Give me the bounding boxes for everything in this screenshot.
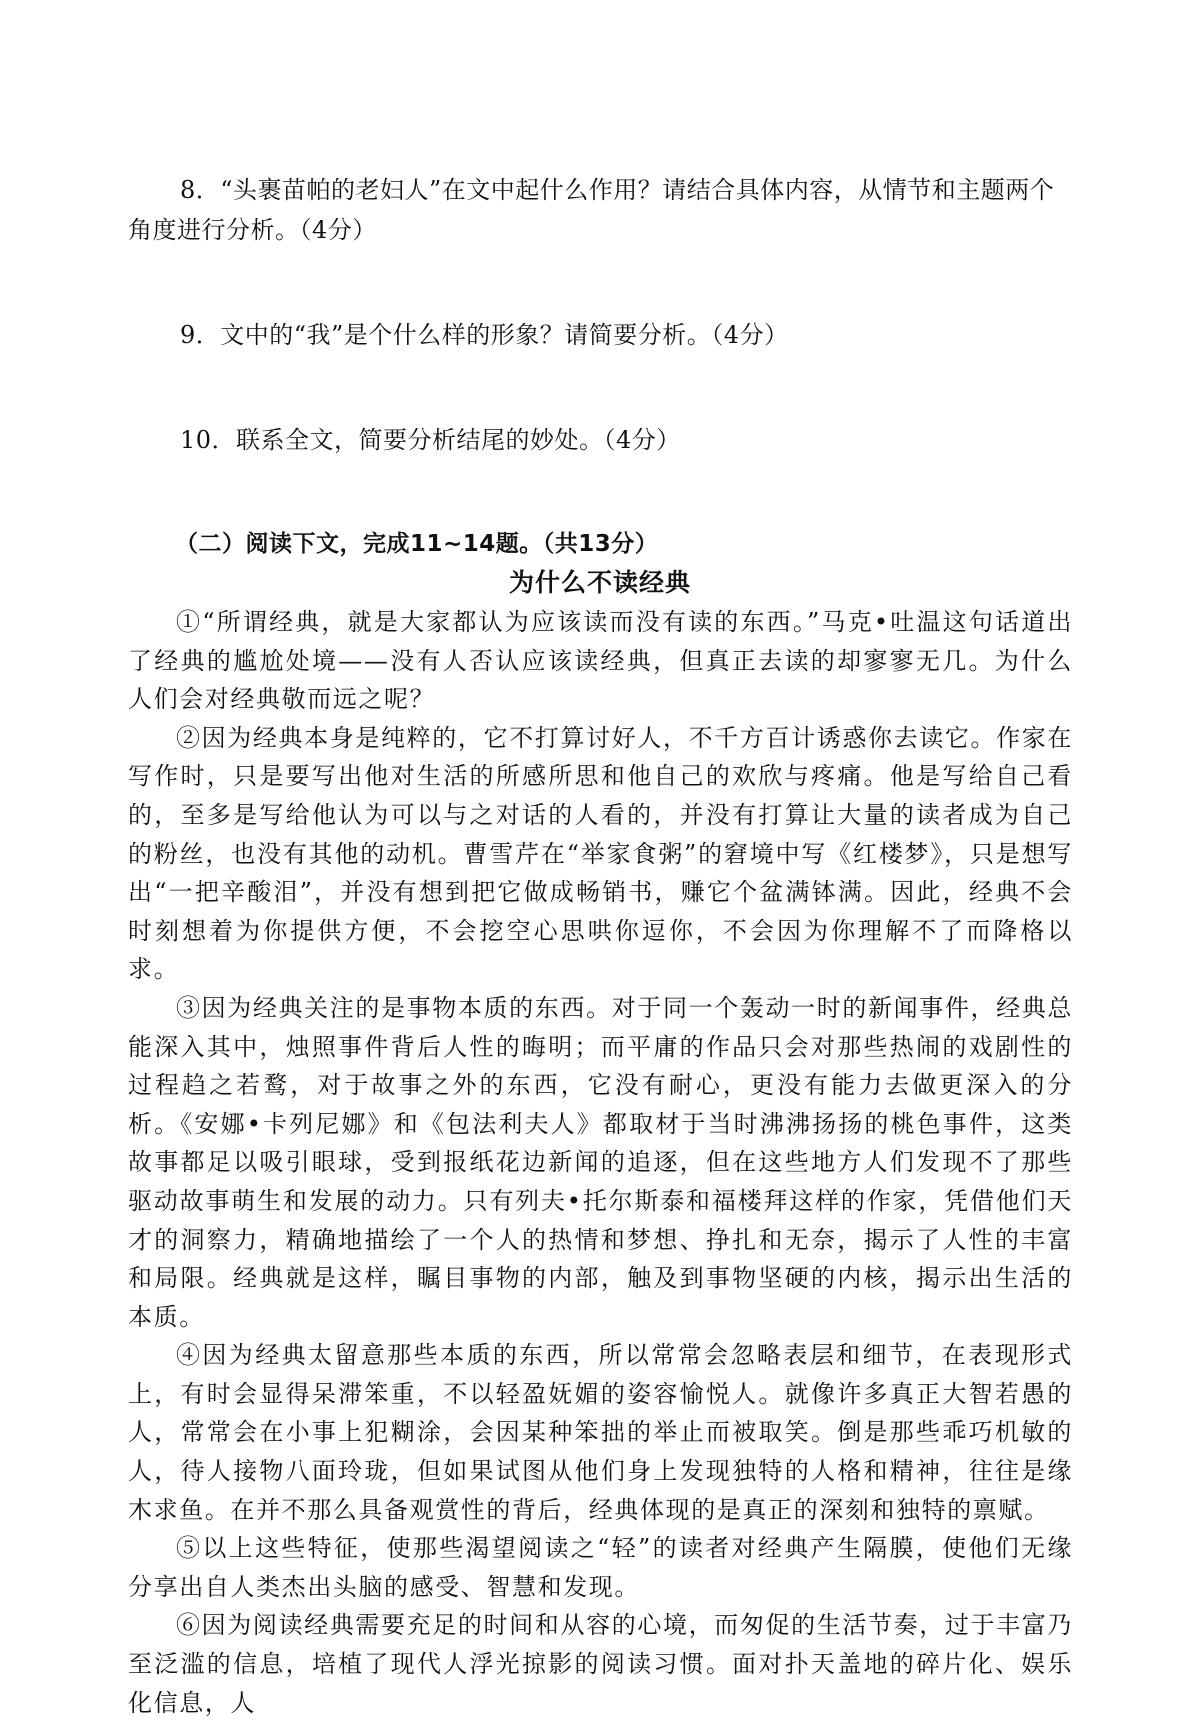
article-body bbox=[128, 603, 1073, 1722]
question-10-text: 10．联系全文，简要分析结尾的妙处。（4分） bbox=[180, 426, 681, 454]
question-9 bbox=[180, 315, 1080, 355]
question-9-text: 9．文中的“我”是个什么样的形象？请简要分析。（4分） bbox=[180, 321, 789, 349]
paragraph-1: ①“所谓经典，就是大家都认为应该读而没有读的东西。”马克•吐温这句话道出了经典的尴尬处境——没有人否认应该读经典，但真正去读的却寥寥无几。为什么人们会对经典敬而远之呢？ bbox=[128, 608, 1073, 714]
paragraph-4: ④因为经典太留意那些本质的东西，所以常常会忽略表层和细节，在表现形式上，有时会显得呆滞笨重，不以轻盈妩媚的姿容愉悦人。就像许多真正大智若愚的人，常常会在小事上犯糊涂，会因某种笨拙的举止而被取笑。倒是那些乖巧机敏的人，待人接物八面玲珑，但如果试图从他们身上发现独特的人格和精神，往往是缘木求鱼。在并不那么具备观赏性的背后，经典体现的是真正的深刻和独特的禀赋。 bbox=[128, 1341, 1073, 1524]
question-8-text: 8．“头裹苗帕的老妇人”在文中起什么作用？请结合具体内容，从情节和主题两个角度进行分析。（4分） bbox=[128, 176, 1055, 244]
question-10 bbox=[180, 420, 1080, 460]
paragraph-5: ⑤以上这些特征，使那些渴望阅读之“轻”的读者对经典产生隔膜，使他们无缘分享出自人类杰出头脑的感受、智慧和发现。 bbox=[128, 1534, 1073, 1601]
section-heading: （二）阅读下文，完成11~14题。（共13分） bbox=[175, 531, 659, 557]
paragraph-2: ②因为经典本身是纯粹的，它不打算讨好人，不千方百计诱惑你去读它。作家在写作时，只是要写出他对生活的所感所思和他自己的欢欣与疼痛。他是写给自己看的，至多是写给他认为可以与之对话的人看的，并没有打算让大量的读者成为自己的粉丝，也没有其他的动机。曹雪芹在“举家食粥”的窘境中写《红楼梦》，只是想写出“一把辛酸泪”，并没有想到把它做成畅销书，赚它个盆满钵满。因此，经典不会时刻想着为你提供方便，不会挖空心思哄你逗你，不会因为你理解不了而降格以求。 bbox=[128, 723, 1073, 984]
question-8 bbox=[128, 170, 1078, 250]
paragraph-6: ⑥因为阅读经典需要充足的时间和从容的心境，而匆促的生活节奏，过于丰富乃至泛滥的信息，培植了现代人浮光掠影的阅读习惯。面对扑天盖地的碎片化、娱乐化信息，人 bbox=[128, 1611, 1073, 1717]
article-title: 为什么不读经典 bbox=[508, 568, 691, 597]
paragraph-3: ③因为经典关注的是事物本质的东西。对于同一个轰动一时的新闻事件，经典总能深入其中，烛照事件背后人性的晦明；而平庸的作品只会对那些热闹的戏剧性的过程趋之若鹜，对于故事之外的东西，它没有耐心，更没有能力去做更深入的分析。《安娜•卡列尼娜》和《包法利夫人》都取材于当时沸沸扬扬的桃色事件，这类故事都足以吸引眼球，受到报纸花边新闻的追逐，但在这些地方人们发现不了那些驱动故事萌生和发展的动力。只有列夫•托尔斯泰和福楼拜这样的作家，凭借他们天才的洞察力，精确地描绘了一个人的热情和梦想、挣扎和无奈，揭示了人性的丰富和局限。经典就是这样，瞩目事物的内部，触及到事物坚硬的内核，揭示出生活的本质。 bbox=[128, 993, 1073, 1331]
